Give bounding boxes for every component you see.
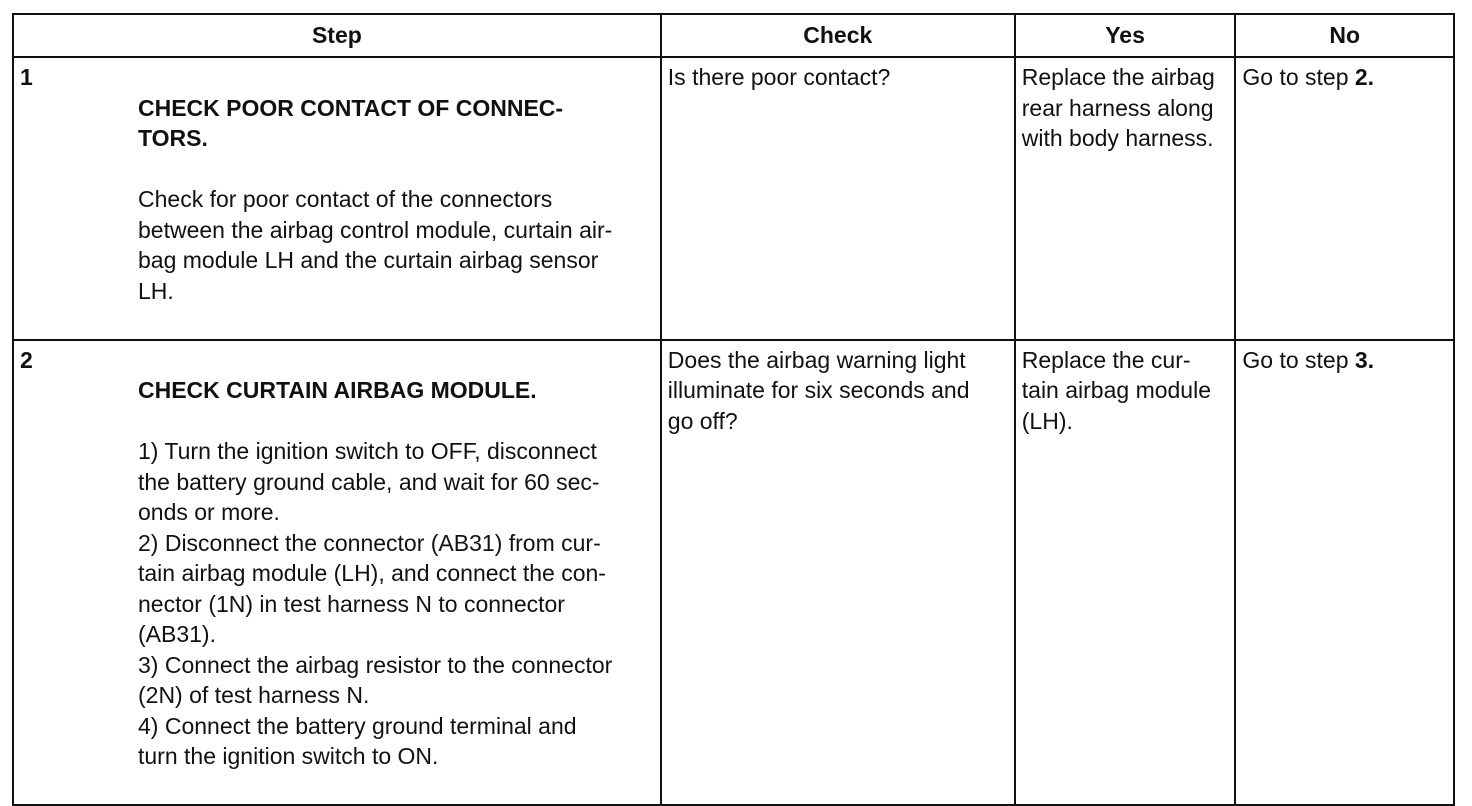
check-cell: Is there poor contact? (661, 57, 1015, 340)
no-step-ref: 3. (1354, 346, 1375, 373)
step-cell (13, 57, 661, 340)
yes-cell: Replace the airbag rear harness along with body harness. (1015, 57, 1236, 340)
header-yes: Yes (1015, 14, 1236, 57)
no-text: Go to step (1242, 64, 1355, 90)
step-title: CHECK CURTAIN AIRBAG MODULE. (138, 377, 537, 403)
table-row (13, 57, 1454, 340)
step-description: 1) Turn the ignition switch to OFF, disconnect the battery ground cable, and wait for 60 sec- onds or more. 2) Disconnect the connector (AB31) from cur- tain airbag module (LH), and connect the con- nector (1N) in test harness N to connector (AB31). 3) Connect the airbag resistor to the connector (2N) of test harness N. 4) Connect the battery ground terminal and turn the ignition switch to ON. (138, 438, 613, 769)
yes-cell: Replace the cur- tain airbag module (LH). (1015, 340, 1236, 806)
header-row (13, 14, 1454, 57)
step-cell (13, 340, 661, 806)
header-check: Check (661, 14, 1015, 57)
header-step: Step (13, 14, 661, 57)
no-cell (1235, 340, 1454, 806)
diagnostic-table (12, 13, 1455, 806)
header-no: No (1235, 14, 1454, 57)
step-description: Check for poor contact of the connectors between the airbag control module, curtain air- bag module LH and the curtain airbag sensor LH. (138, 186, 613, 304)
no-text: Go to step (1242, 346, 1355, 373)
step-number: 1 (20, 64, 33, 90)
no-cell (1235, 57, 1454, 340)
step-title: CHECK POOR CONTACT OF CONNEC- TORS. (138, 94, 564, 151)
table-row (13, 340, 1454, 806)
no-step-ref: 2. (1354, 64, 1375, 90)
step-number: 2 (20, 346, 33, 373)
check-cell: Does the airbag warning light illuminate for six seconds and go off? (661, 340, 1015, 806)
